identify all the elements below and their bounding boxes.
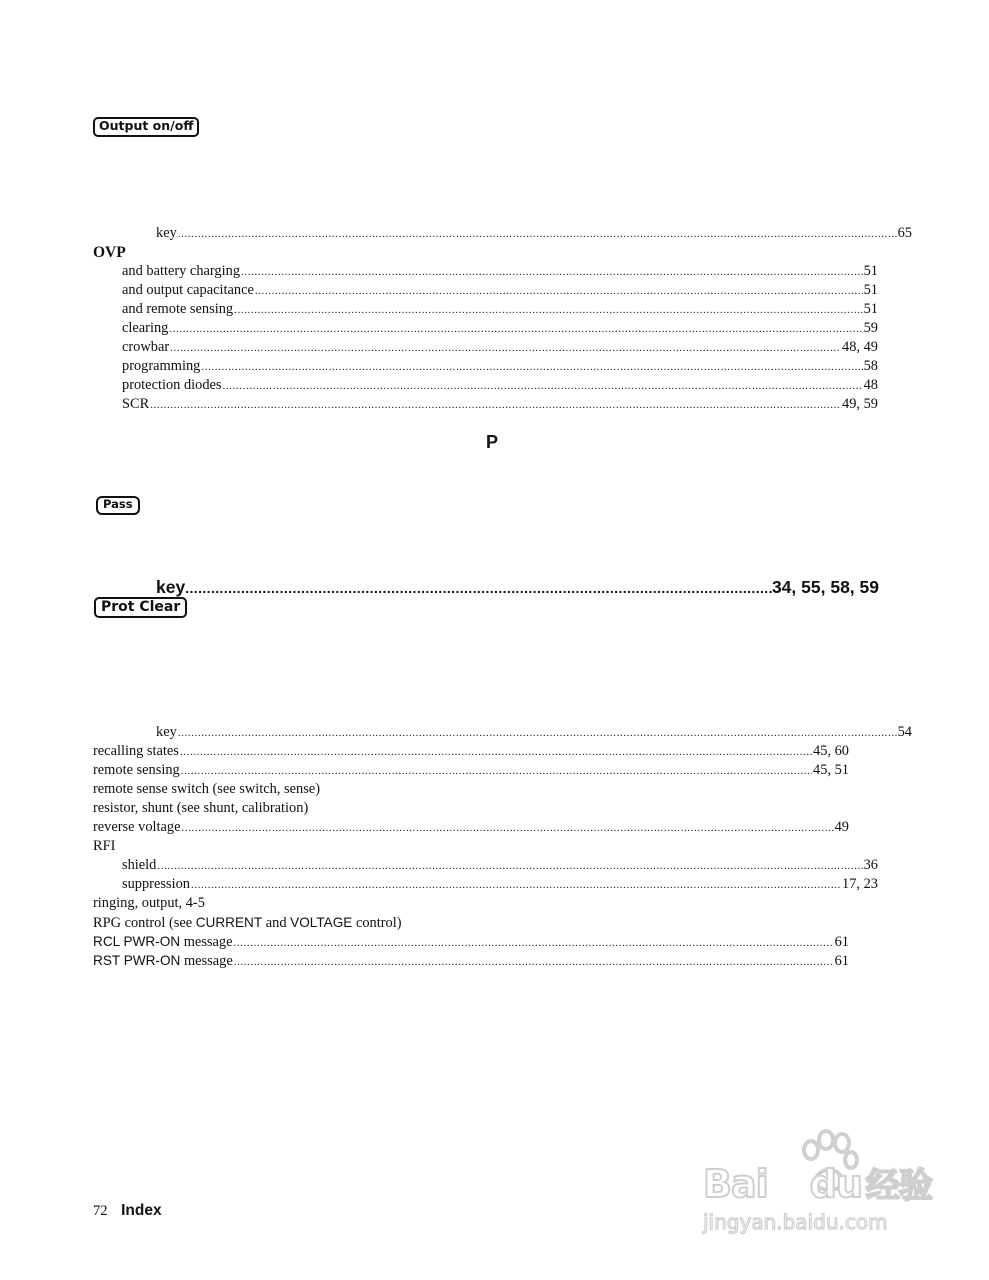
index-entry-ringing: ringing, output, 4-5 [93, 895, 205, 911]
index-entry-output-key [93, 224, 912, 243]
index-entry-ovp-battery: and battery charging ..... 51 [93, 262, 878, 281]
index-entry-remote-sense-switch: remote sense switch (see switch, sense) [93, 781, 320, 797]
index-entry-pass-key: key ..... 34, 55, 58, 59 [93, 575, 879, 599]
index-entry-resistor-shunt: resistor, shunt (see shunt, calibration) [93, 800, 309, 816]
index-entry-rfi-suppression: suppression ..... 17, 23 [93, 875, 878, 894]
index-entry-ovp-clearing: clearing ..... 59 [93, 319, 878, 338]
page-number: 72 [93, 1203, 108, 1219]
baidu-watermark [703, 1128, 933, 1240]
watermark-url: jingyan.baidu.com [703, 1210, 888, 1234]
index-entry-rfi: RFI [93, 838, 116, 854]
page-footer [93, 1202, 162, 1220]
footer-section: Index [121, 1202, 162, 1219]
index-entry-rst-pwr-on: RST PWR-ON message ..... 61 [93, 951, 849, 970]
ovp-heading: OVP [93, 244, 126, 261]
watermark-brand-du: du [809, 1162, 862, 1206]
entry-label: key [156, 225, 177, 241]
index-entry-rpg-control: RPG control (see CURRENT and VOLTAGE control) [93, 915, 402, 931]
index-entry-recalling-states: recalling states ..... 45, 60 [93, 742, 849, 761]
entry-pages: 65 [897, 225, 912, 241]
index-entry-ovp-capacitance: and output capacitance ..... 51 [93, 281, 878, 300]
index-entry-prot-clear-key: key ..... 54 [93, 723, 912, 742]
index-entry-remote-sensing: remote sensing ..... 45, 51 [93, 761, 849, 780]
section-letter: P [486, 432, 499, 452]
index-entry-ovp-scr: SCR ..... 49, 59 [93, 395, 878, 414]
watermark-brand: Bai [703, 1162, 768, 1206]
index-entry-ovp-diodes: protection diodes ..... 48 [93, 376, 878, 395]
index-entry-ovp-crowbar: crowbar ..... 48, 49 [93, 338, 878, 357]
index-entry-rcl-pwr-on: RCL PWR-ON message ..... 61 [93, 932, 849, 951]
prot-clear-key: Prot Clear [94, 597, 187, 618]
output-onoff-key: Output on/off [93, 117, 199, 137]
index-entry-rfi-shield: shield ..... 36 [93, 856, 878, 875]
index-entry-reverse-voltage: reverse voltage ..... 49 [93, 818, 849, 837]
pass-key: Pass [96, 496, 140, 515]
index-entry-ovp-programming: programming ..... 58 [93, 357, 878, 376]
index-entry-ovp-remote-sensing: and remote sensing ..... 51 [93, 300, 878, 319]
watermark-cn: 经验 [865, 1166, 932, 1206]
